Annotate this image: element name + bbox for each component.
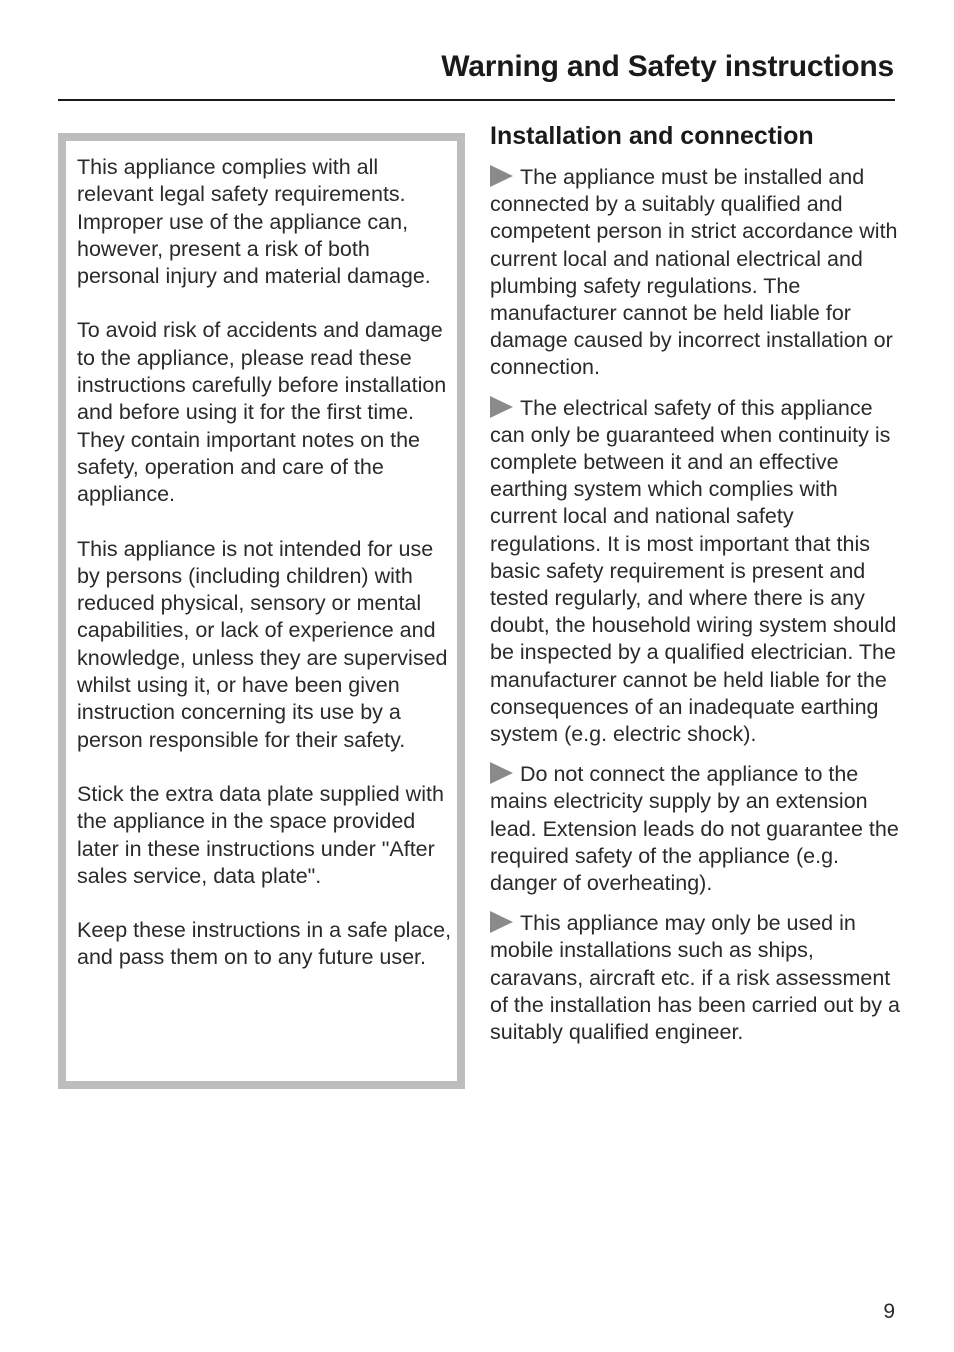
triangle-right-icon (490, 762, 513, 784)
instruction-text: This appliance may only be used in mobile installations such as ships, caravans, aircraft etc. if a risk assessment of the installation has been carried out by a suitably qualified engineer. (490, 911, 900, 1045)
title-divider (58, 99, 895, 101)
instruction-item (490, 164, 900, 382)
instruction-item (490, 910, 900, 1046)
installation-section (490, 118, 900, 1059)
instruction-item (490, 761, 900, 897)
section-heading: Installation and connection (490, 122, 814, 150)
notice-paragraph: This appliance complies with all relevant legal safety requirements. Improper use of the appliance can, however, present a risk of both personal injury and material damage. (77, 155, 431, 289)
notice-paragraph: This appliance is not intended for use by persons (including children) with reduced physical, sensory or mental capabilities, or lack of experience and knowledge, unless they are supervised whilst using it, or have been given instruction concerning its use by a person responsible for their safety. (77, 536, 448, 752)
page-title: Warning and Safety instructions (441, 50, 894, 83)
notice-paragraph: To avoid risk of accidents and damage to the appliance, please read these instructions carefully before installation and before using it for the first time. They contain important notes on the safety, operation and care of the appliance. (77, 318, 447, 507)
triangle-right-icon (490, 911, 513, 933)
instruction-item (490, 395, 900, 749)
safety-notice-box (58, 133, 465, 1089)
instruction-text: The electrical safety of this appliance can only be guaranteed when continuity is complete between it and an effective earthing system which complies with current local and national safety regulations. It is most important that this basic safety requirement is present and tested regularly, and where there is any doubt, the household wiring system should be inspected by a qualified electrician. The manufacturer cannot be held liable for the consequences of an inadequate earthing system (e.g. electric shock). (490, 395, 897, 747)
triangle-right-icon (490, 165, 513, 187)
instruction-text: Do not connect the appliance to the mains electricity supply by an extension lead. Extension leads do not guarantee the required safety of the appliance (e.g. danger of overheating). (490, 762, 899, 896)
notice-paragraph: Stick the extra data plate supplied with the appliance in the space provided later in these instructions under "After sales service, data plate". (77, 781, 444, 888)
page-number: 9 (883, 1300, 895, 1323)
triangle-right-icon (490, 396, 513, 418)
instruction-text: The appliance must be installed and connected by a suitably qualified and competent person in strict accordance with current local and national electrical and plumbing safety regulations. The manufacturer cannot be held liable for damage caused by incorrect installation or connection. (490, 165, 898, 380)
notice-paragraph: Keep these instructions in a safe place, and pass them on to any future user. (77, 918, 452, 970)
